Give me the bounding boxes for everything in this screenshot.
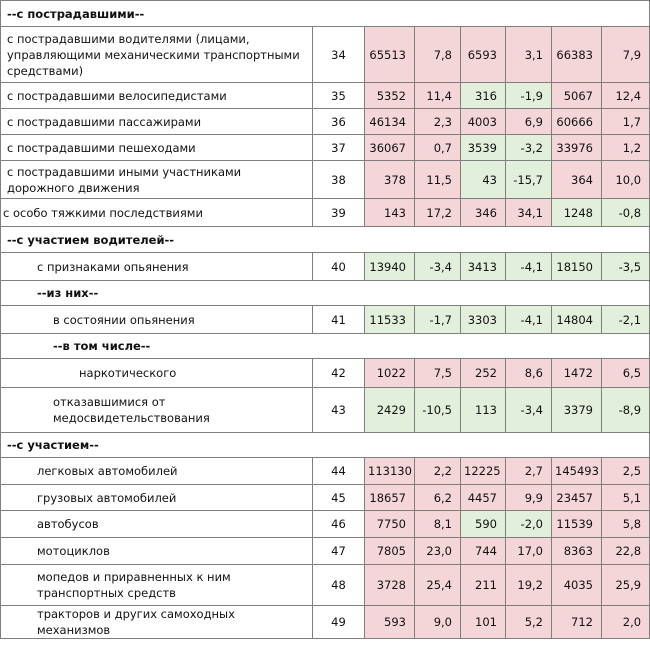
row-number: 37 <box>313 135 365 161</box>
value-cell: 11539 <box>552 511 602 538</box>
value-cell: 33976 <box>552 135 602 161</box>
table-row <box>1 388 650 433</box>
value-cell: 6,9 <box>506 109 552 135</box>
value-cell: 5352 <box>365 83 415 109</box>
table-row <box>1 606 650 639</box>
section-header-row <box>1 334 650 359</box>
value-cell: -10,5 <box>415 388 461 433</box>
table-row <box>1 135 650 161</box>
row-number: 48 <box>313 565 365 606</box>
row-label: с пострадавшими пешеходами <box>1 135 313 161</box>
value-cell: 4457 <box>461 485 506 511</box>
row-label: с пострадавшими пассажирами <box>1 109 313 135</box>
value-cell: 17,0 <box>506 538 552 565</box>
value-cell: -3,5 <box>602 253 650 281</box>
value-cell: 23,0 <box>415 538 461 565</box>
row-label: легковых автомобилей <box>1 458 313 485</box>
value-cell: 46134 <box>365 109 415 135</box>
row-number: 49 <box>313 606 365 639</box>
value-cell: 34,1 <box>506 199 552 227</box>
table-row <box>1 458 650 485</box>
row-label: с пострадавшими водителями (лицами, управляющими механическими транспортными средствами) <box>1 27 313 83</box>
value-cell: 6,5 <box>602 359 650 388</box>
value-cell: 14804 <box>552 306 602 334</box>
value-cell: 211 <box>461 565 506 606</box>
value-cell: 1,2 <box>602 135 650 161</box>
value-cell: 8363 <box>552 538 602 565</box>
row-number: 46 <box>313 511 365 538</box>
value-cell: 3539 <box>461 135 506 161</box>
value-cell: 6593 <box>461 27 506 83</box>
row-label: отказавшимися от медосвидетельствования <box>1 388 313 433</box>
value-cell: 36067 <box>365 135 415 161</box>
value-cell: 113130 <box>365 458 415 485</box>
value-cell: 1022 <box>365 359 415 388</box>
row-number: 34 <box>313 27 365 83</box>
value-cell: 65513 <box>365 27 415 83</box>
value-cell: -3,4 <box>415 253 461 281</box>
value-cell: -1,7 <box>415 306 461 334</box>
row-number: 45 <box>313 485 365 511</box>
table-row <box>1 306 650 334</box>
table-row <box>1 485 650 511</box>
table-row <box>1 253 650 281</box>
row-label: тракторов и других самоходных механизмов <box>1 606 313 639</box>
value-cell: 7,8 <box>415 27 461 83</box>
row-number: 39 <box>313 199 365 227</box>
section-header: --в том числе-- <box>1 334 650 359</box>
value-cell: 43 <box>461 161 506 199</box>
value-cell: 9,9 <box>506 485 552 511</box>
section-header-row <box>1 1 650 27</box>
value-cell: 364 <box>552 161 602 199</box>
value-cell: 11,5 <box>415 161 461 199</box>
row-number: 44 <box>313 458 365 485</box>
value-cell: 13940 <box>365 253 415 281</box>
row-number: 43 <box>313 388 365 433</box>
value-cell: -3,2 <box>506 135 552 161</box>
section-header-row <box>1 227 650 253</box>
value-cell: 2429 <box>365 388 415 433</box>
table-row <box>1 27 650 83</box>
value-cell: 593 <box>365 606 415 639</box>
value-cell: 11,4 <box>415 83 461 109</box>
value-cell: 10,0 <box>602 161 650 199</box>
value-cell: -0,8 <box>602 199 650 227</box>
row-number: 35 <box>313 83 365 109</box>
value-cell: 9,0 <box>415 606 461 639</box>
value-cell: 25,4 <box>415 565 461 606</box>
value-cell: 145493 <box>552 458 602 485</box>
value-cell: 7,9 <box>602 27 650 83</box>
value-cell: -15,7 <box>506 161 552 199</box>
value-cell: 8,6 <box>506 359 552 388</box>
row-label: мопедов и приравненных к ним транспортных средств <box>1 565 313 606</box>
value-cell: 4003 <box>461 109 506 135</box>
value-cell: 6,2 <box>415 485 461 511</box>
value-cell: 3379 <box>552 388 602 433</box>
value-cell: -4,1 <box>506 306 552 334</box>
value-cell: 3303 <box>461 306 506 334</box>
row-number: 41 <box>313 306 365 334</box>
row-number: 47 <box>313 538 365 565</box>
value-cell: 25,9 <box>602 565 650 606</box>
value-cell: 113 <box>461 388 506 433</box>
value-cell: 5,1 <box>602 485 650 511</box>
row-label: с пострадавшими велосипедистами <box>1 83 313 109</box>
value-cell: 252 <box>461 359 506 388</box>
value-cell: 3,1 <box>506 27 552 83</box>
row-number: 42 <box>313 359 365 388</box>
value-cell: 3728 <box>365 565 415 606</box>
table-row <box>1 199 650 227</box>
table-row <box>1 109 650 135</box>
value-cell: 12,4 <box>602 83 650 109</box>
row-number: 38 <box>313 161 365 199</box>
value-cell: 2,2 <box>415 458 461 485</box>
row-number: 40 <box>313 253 365 281</box>
row-label: автобусов <box>1 511 313 538</box>
value-cell: -8,9 <box>602 388 650 433</box>
row-label: наркотического <box>1 359 313 388</box>
row-label: в состоянии опьянения <box>1 306 313 334</box>
value-cell: 11533 <box>365 306 415 334</box>
value-cell: 5067 <box>552 83 602 109</box>
row-label: грузовых автомобилей <box>1 485 313 511</box>
value-cell: 2,7 <box>506 458 552 485</box>
value-cell: 143 <box>365 199 415 227</box>
section-header: --с участием водителей-- <box>1 227 650 253</box>
section-header: --с участием-- <box>1 433 650 458</box>
row-label: мотоциклов <box>1 538 313 565</box>
section-header-row <box>1 281 650 306</box>
value-cell: 5,2 <box>506 606 552 639</box>
value-cell: 7750 <box>365 511 415 538</box>
value-cell: 23457 <box>552 485 602 511</box>
value-cell: 712 <box>552 606 602 639</box>
value-cell: 590 <box>461 511 506 538</box>
table-body <box>1 1 650 639</box>
table-row <box>1 565 650 606</box>
value-cell: 66383 <box>552 27 602 83</box>
value-cell: 744 <box>461 538 506 565</box>
table-row <box>1 538 650 565</box>
value-cell: 1248 <box>552 199 602 227</box>
value-cell: 12225 <box>461 458 506 485</box>
value-cell: 18657 <box>365 485 415 511</box>
value-cell: 4035 <box>552 565 602 606</box>
value-cell: -1,9 <box>506 83 552 109</box>
row-number: 36 <box>313 109 365 135</box>
value-cell: 2,5 <box>602 458 650 485</box>
value-cell: 3413 <box>461 253 506 281</box>
value-cell: 8,1 <box>415 511 461 538</box>
value-cell: 1,7 <box>602 109 650 135</box>
value-cell: 22,8 <box>602 538 650 565</box>
section-header: --из них-- <box>1 281 650 306</box>
row-label: с пострадавшими иными участниками дорожного движения <box>1 161 313 199</box>
row-label: с особо тяжкими последствиями <box>1 199 313 227</box>
value-cell: -2,0 <box>506 511 552 538</box>
section-header-row <box>1 433 650 458</box>
value-cell: 7,5 <box>415 359 461 388</box>
value-cell: -4,1 <box>506 253 552 281</box>
table-row <box>1 83 650 109</box>
value-cell: 0,7 <box>415 135 461 161</box>
value-cell: 316 <box>461 83 506 109</box>
value-cell: 346 <box>461 199 506 227</box>
value-cell: 2,3 <box>415 109 461 135</box>
value-cell: -3,4 <box>506 388 552 433</box>
value-cell: 17,2 <box>415 199 461 227</box>
value-cell: 5,8 <box>602 511 650 538</box>
value-cell: 101 <box>461 606 506 639</box>
value-cell: 2,0 <box>602 606 650 639</box>
value-cell: 1472 <box>552 359 602 388</box>
value-cell: 60666 <box>552 109 602 135</box>
table-row <box>1 359 650 388</box>
value-cell: -2,1 <box>602 306 650 334</box>
section-header: --с пострадавшими-- <box>1 1 650 27</box>
value-cell: 7805 <box>365 538 415 565</box>
table-row <box>1 161 650 199</box>
table-row <box>1 511 650 538</box>
value-cell: 378 <box>365 161 415 199</box>
value-cell: 18150 <box>552 253 602 281</box>
value-cell: 19,2 <box>506 565 552 606</box>
row-label: с признаками опьянения <box>1 253 313 281</box>
